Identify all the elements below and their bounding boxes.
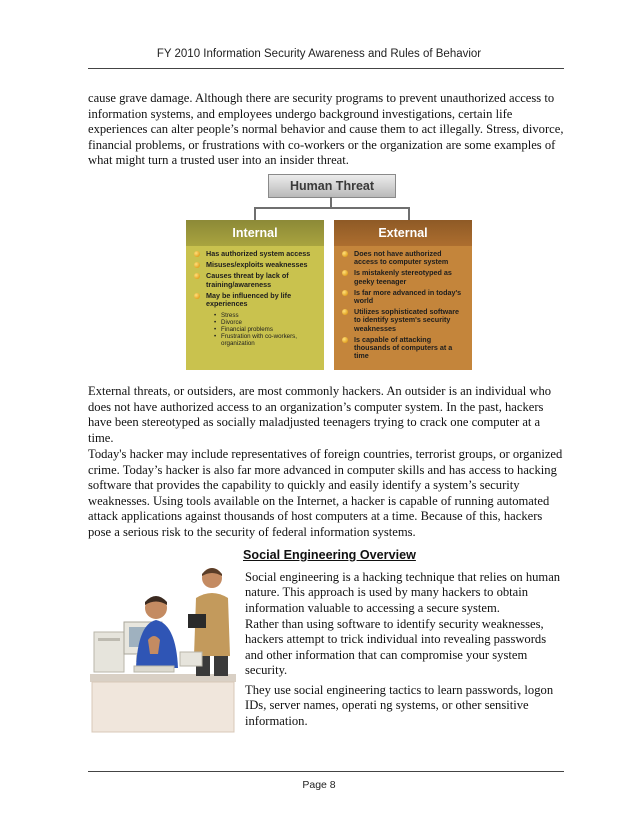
list-item: Causes threat by lack of training/awareness: [194, 272, 318, 288]
internal-threat-panel: [186, 220, 324, 370]
list-item: May be influenced by life experiences • Stress • Divorce • Financial problems • Frustration with co-workers, organization: [194, 292, 318, 347]
list-item: Is capable of attacking thousands of computers at a time: [342, 336, 466, 361]
tower-slot: [98, 638, 120, 641]
internal-list: [186, 250, 324, 347]
external-label: External: [334, 220, 472, 246]
bullet-icon: [194, 273, 200, 279]
desk-device: [180, 652, 202, 666]
paragraph-todays-hacker: Today's hacker may include representatives of foreign countries, terrorist groups, or organized crime. Today’s hacker is also far more advanced in computer skills and has access to hacking software that provides the capability to quickly and easily identify a system’s security weaknesses. Using tools available on the Internet, a hacker is capable of running automated attack applications against thousands of host computers at a time. Because of this, hackers pose a serious risk to the security of federal information systems.: [88, 447, 563, 539]
standing-man-legs-right: [214, 656, 228, 676]
sub-list: [206, 312, 318, 347]
connector-right: [408, 207, 410, 220]
bullet-icon: [194, 251, 200, 257]
paragraph-insider-threat: cause grave damage. Although there are security programs to prevent unauthorized access to information systems, and employees undergo background investigations, certain life experiences can alter people’s normal behavior and cause them to act illegally. Stress, divorce, financial problems, or frustrations with co-workers or the organization are some examples of what might turn a trusted user into an insider threat.: [88, 91, 564, 168]
internal-label: Internal: [186, 220, 324, 246]
bullet-icon: [194, 262, 200, 268]
list-item: Is far more advanced in today's world: [342, 289, 466, 305]
bullet-icon: [342, 290, 348, 296]
connector-bar: [254, 207, 410, 209]
seated-man-hands: [148, 636, 160, 654]
se-paragraph-3: They use social engineering tactics to learn passwords, logon IDs, server names, operati ng systems, or other sensitive information.: [245, 683, 554, 728]
se-paragraph-2: Rather than using software to identify security weaknesses, hackers attempt to trick individual into revealing passwords and other information that can compromise your system security.: [245, 617, 547, 678]
office-workers-illustration: [88, 556, 238, 738]
sub-list-item: • Stress: [214, 312, 312, 319]
bullet-icon: [342, 270, 348, 276]
footer-rule: [88, 771, 564, 772]
page-header: FY 2010 Information Security Awareness and Rules of Behavior: [156, 48, 482, 60]
sub-list-item: • Divorce: [214, 319, 312, 326]
connector-left: [254, 207, 256, 220]
list-item: Utilizes sophisticated software to identify system's security weaknesses: [342, 308, 466, 333]
human-threat-diagram: [186, 172, 476, 372]
external-list: [334, 250, 472, 360]
list-item: Has authorized system access: [194, 250, 318, 258]
list-item: Misuses/exploits weaknesses: [194, 261, 318, 269]
header-rule: [88, 68, 564, 69]
se-paragraph-1: Social engineering is a hacking technique that relies on human nature. This approach is used by many hackers to obtain information valuable to accessing a secure system.: [245, 570, 561, 615]
bullet-icon: [342, 337, 348, 343]
desk-front: [92, 682, 234, 732]
bullet-icon: [342, 309, 348, 315]
list-item: Does not have authorized access to computer system: [342, 250, 466, 266]
diagram-title: Human Threat: [268, 174, 396, 198]
paragraph-external-threats: External threats, or outsiders, are most commonly hackers. An outsider is an individual who does not have authorized access to an organization’s computer system. In the past, hackers have been stereotyped as socially maladjusted teenagers trying to crack one computer at a time.: [88, 384, 552, 445]
sub-list-item: • Frustration with co-workers, organization: [214, 333, 312, 347]
external-threat-panel: [334, 220, 472, 370]
social-engineering-heading: Social Engineering Overview: [243, 548, 416, 562]
keyboard: [134, 666, 174, 672]
list-item: Is mistakenly stereotyped as geeky teenager: [342, 269, 466, 285]
sub-list-item: • Financial problems: [214, 326, 312, 333]
clipboard: [188, 614, 206, 628]
page-number: Page 8: [302, 779, 336, 791]
bullet-icon: [194, 293, 200, 299]
bullet-icon: [342, 251, 348, 257]
